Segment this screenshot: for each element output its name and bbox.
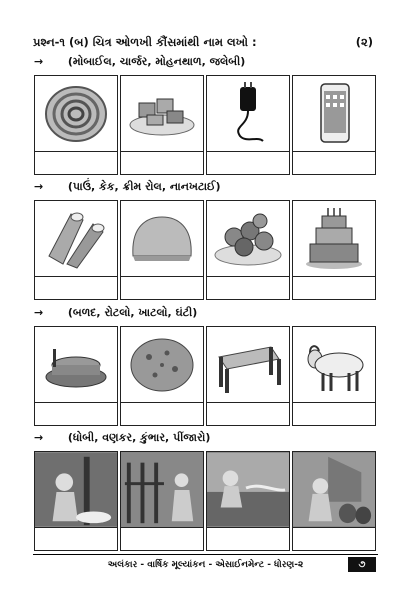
mohanthal-image	[121, 76, 203, 152]
picture-row	[34, 326, 376, 426]
footer-divider	[33, 554, 378, 555]
answer-box	[120, 451, 204, 551]
hint-words: (બળદ, રોટલો, ખાટલો, ઘંટી)	[67, 306, 198, 319]
answer-blank[interactable]	[293, 528, 375, 550]
answer-blank[interactable]	[207, 152, 289, 174]
answer-box	[120, 200, 204, 300]
washerman-image	[207, 452, 289, 528]
arrow-icon: →	[34, 431, 44, 444]
nankhatai-image	[207, 201, 289, 277]
picture-row	[34, 75, 376, 175]
footer-text: અલંકાર - વાર્ષિક મૂલ્યાંકન - એસાઈનમેન્ટ - ધોરણ-૨	[107, 560, 304, 570]
answer-blank[interactable]	[293, 277, 375, 299]
cream-roll-image	[35, 201, 117, 277]
answer-box	[206, 75, 290, 175]
rotlo-image	[121, 327, 203, 403]
answer-box	[206, 326, 290, 426]
potter-image	[293, 452, 375, 528]
grinding-stone-image	[35, 327, 117, 403]
answer-box	[34, 326, 118, 426]
hint-line	[34, 180, 221, 194]
hint-line	[34, 55, 245, 69]
arrow-icon: →	[34, 180, 44, 193]
answer-blank[interactable]	[121, 403, 203, 425]
answer-box	[120, 75, 204, 175]
pav-bread-image	[121, 201, 203, 277]
answer-box	[120, 326, 204, 426]
answer-box	[34, 75, 118, 175]
answer-blank[interactable]	[293, 403, 375, 425]
arrow-icon: →	[34, 306, 44, 319]
hint-line	[34, 431, 210, 445]
answer-box	[292, 200, 376, 300]
answer-blank[interactable]	[207, 528, 289, 550]
answer-blank[interactable]	[293, 152, 375, 174]
answer-box	[34, 451, 118, 551]
question-marks: (૨)	[355, 35, 373, 49]
mobile-image	[293, 76, 375, 152]
ox-image	[293, 327, 375, 403]
answer-blank[interactable]	[207, 277, 289, 299]
answer-box	[292, 326, 376, 426]
answer-box	[292, 451, 376, 551]
hint-words: (ધોબી, વણકર, કુંભાર, પીંજારો)	[67, 431, 211, 444]
cotton-carder-image	[35, 452, 117, 528]
charger-image	[207, 76, 289, 152]
weaver-image	[121, 452, 203, 528]
answer-box	[206, 200, 290, 300]
answer-blank[interactable]	[35, 152, 117, 174]
answer-blank[interactable]	[35, 277, 117, 299]
answer-blank[interactable]	[121, 277, 203, 299]
answer-blank[interactable]	[35, 403, 117, 425]
hint-words: (પાઉં, કેક, ક્રીમ રોલ, નાનખટાઈ)	[67, 180, 221, 193]
picture-row	[34, 200, 376, 300]
answer-blank[interactable]	[121, 528, 203, 550]
answer-blank[interactable]	[121, 152, 203, 174]
page-number: ૭	[348, 557, 376, 572]
picture-row	[34, 451, 376, 551]
answer-box	[206, 451, 290, 551]
answer-box	[292, 75, 376, 175]
answer-blank[interactable]	[207, 403, 289, 425]
hint-words: (મોબાઈલ, ચાર્જર, મોહનથાળ, જલેબી)	[67, 55, 246, 68]
answer-blank[interactable]	[35, 528, 117, 550]
jalebi-image	[35, 76, 117, 152]
arrow-icon: →	[34, 55, 44, 68]
answer-box	[34, 200, 118, 300]
cake-image	[293, 201, 375, 277]
charpai-cot-image	[207, 327, 289, 403]
question-heading	[33, 35, 373, 50]
hint-line	[34, 306, 197, 320]
question-title: પ્રશ્ન-૧ (બ) ચિત્ર ઓળખી કૌંસમાંથી નામ લખો :	[33, 35, 257, 49]
